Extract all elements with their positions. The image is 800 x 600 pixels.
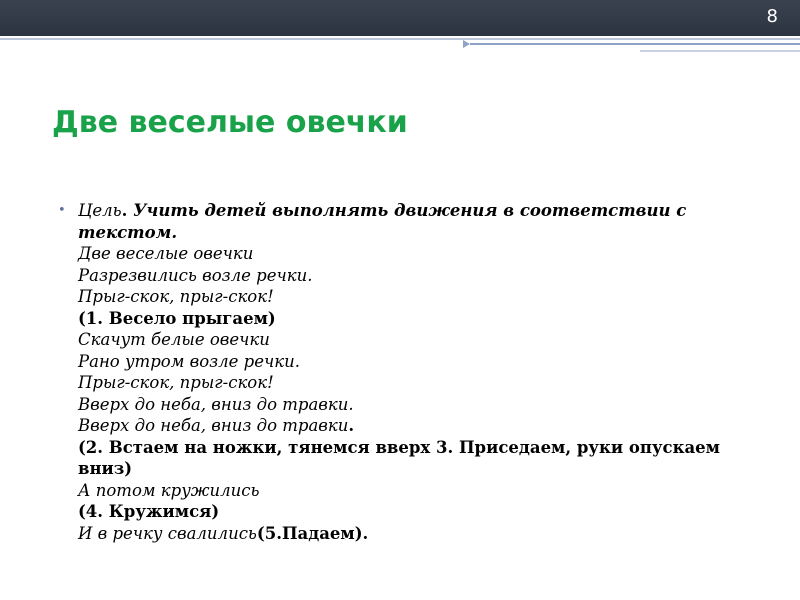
- instruction-2-3: (2. Встаем на ножки, тянемся вверх 3. Приседаем, руки опускаем вниз): [78, 437, 721, 478]
- poem-line-8: Вверх до неба, вниз до травки: [78, 416, 349, 435]
- decorative-lines: [0, 36, 800, 60]
- slide-title: Две веселые овечки: [52, 105, 408, 140]
- poem-line-9: А потом кружились: [78, 480, 260, 500]
- goal-line: [60, 200, 760, 243]
- goal-dot: .: [121, 201, 128, 220]
- poem-line-4: Скачут белые овечки: [78, 330, 270, 349]
- poem-line-3: Прыг-скок, прыг-скок!: [78, 287, 274, 306]
- poem-line-10-wrap: [60, 523, 760, 545]
- poem-line-5: Рано утром возле речки.: [78, 351, 300, 371]
- poem-line-2: Разрезвились возле речки.: [78, 265, 313, 285]
- poem-line-6: Прыг-скок, прыг-скок!: [78, 373, 274, 392]
- instruction-4: (4. Кружимся): [78, 502, 220, 521]
- instruction-5: (5.Падаем).: [256, 523, 369, 543]
- slide-number: 8: [766, 6, 778, 27]
- poem-line-10: И в речку свалились: [78, 523, 257, 543]
- poem-line-1: Две веселые овечки: [78, 244, 254, 263]
- top-bar: [0, 0, 800, 36]
- poem-line-8-wrap: [60, 415, 760, 437]
- poem-line-7: Вверх до неба, вниз до травки.: [78, 394, 354, 414]
- slide-body: [60, 200, 760, 544]
- goal-label: Цель: [78, 201, 122, 220]
- instruction-1: (1. Весело прыгаем): [78, 308, 276, 328]
- goal-text: Учить детей выполнять движения в соответствии с текстом.: [78, 201, 687, 242]
- poem-line-8-dot: .: [348, 416, 355, 435]
- bullet-icon: •: [58, 203, 66, 218]
